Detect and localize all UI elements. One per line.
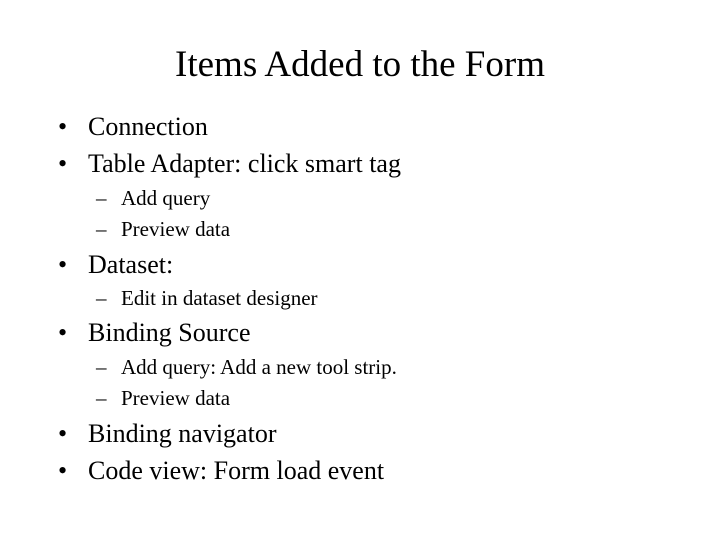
bullet-text: Connection bbox=[88, 112, 208, 141]
bullet-text: Table Adapter: click smart tag bbox=[88, 149, 401, 178]
bullet-item bbox=[58, 111, 658, 143]
sub-bullet-marker: – bbox=[96, 286, 107, 310]
bullet-text: Binding navigator bbox=[88, 419, 277, 448]
sub-bullet-item bbox=[96, 216, 656, 242]
bullet-marker: • bbox=[58, 456, 68, 485]
sub-bullet-marker: – bbox=[96, 186, 107, 210]
sub-bullet-text: Add query bbox=[121, 186, 211, 210]
sub-bullet-item bbox=[96, 185, 656, 211]
sub-bullet-text: Preview data bbox=[121, 217, 231, 241]
bullet-item bbox=[58, 148, 658, 180]
bullet-item bbox=[58, 317, 658, 349]
sub-bullet-text: Preview data bbox=[121, 386, 231, 410]
bullet-item bbox=[58, 249, 658, 281]
bullet-marker: • bbox=[58, 419, 68, 448]
sub-bullet-marker: – bbox=[96, 217, 107, 241]
sub-bullet-item bbox=[96, 354, 656, 380]
sub-bullet-marker: – bbox=[96, 355, 107, 379]
sub-bullet-marker: – bbox=[96, 386, 107, 410]
sub-bullet-text: Edit in dataset designer bbox=[121, 286, 318, 310]
bullet-text: Binding Source bbox=[88, 318, 251, 347]
sub-bullet-item bbox=[96, 285, 656, 311]
bullet-marker: • bbox=[58, 318, 68, 347]
bullet-item bbox=[58, 455, 658, 487]
sub-bullet-text: Add query: Add a new tool strip. bbox=[121, 355, 397, 379]
sub-bullet-item bbox=[96, 385, 656, 411]
bullet-text: Code view: Form load event bbox=[88, 456, 385, 485]
bullet-marker: • bbox=[58, 149, 68, 178]
bullet-item bbox=[58, 418, 658, 450]
bullet-marker: • bbox=[58, 112, 68, 141]
bullet-text: Dataset: bbox=[88, 250, 174, 279]
slide-title: Items Added to the Form bbox=[175, 44, 545, 85]
bullet-marker: • bbox=[58, 250, 68, 279]
